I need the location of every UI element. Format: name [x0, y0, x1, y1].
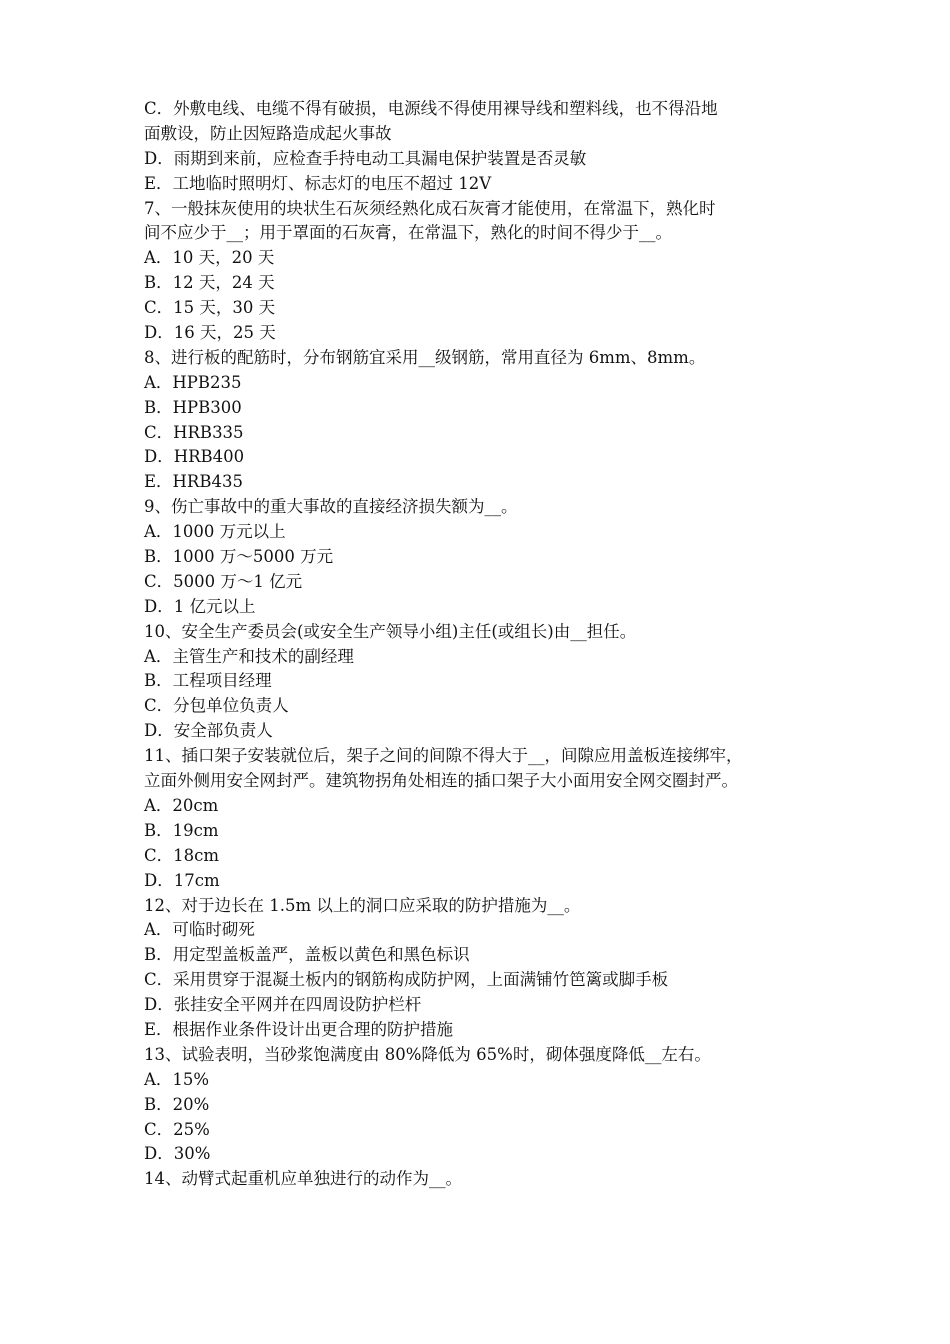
option-line: B．12 天，24 天: [144, 273, 275, 293]
option-line: A．10 天，20 天: [144, 248, 275, 268]
option-line: B．1000 万～5000 万元: [144, 547, 334, 567]
option-line: C．采用贯穿于混凝土板内的钢筋构成防护网，上面满铺竹笆篱或脚手板: [144, 970, 669, 990]
option-line: D．1 亿元以上: [144, 596, 256, 616]
option-line: B．用定型盖板盖严，盖板以黄色和黑色标识: [144, 945, 470, 965]
question-12-text: 12、对于边长在 1.5m 以上的洞口应采取的防护措施为__。: [144, 895, 581, 915]
text-line: E．工地临时照明灯、标志灯的电压不超过 12V: [144, 173, 492, 193]
option-line: D．30%: [144, 1144, 211, 1164]
option-line: D．安全部负责人: [144, 721, 273, 741]
option-line: B．19cm: [144, 820, 219, 840]
option-line: A．1000 万元以上: [144, 522, 286, 542]
option-line: A．主管生产和技术的副经理: [144, 646, 354, 666]
option-line: A．15%: [144, 1069, 210, 1089]
question-9-text: 9、伤亡事故中的重大事故的直接经济损失额为__。: [144, 497, 518, 517]
option-line: D．17cm: [144, 870, 220, 890]
option-line: B．20%: [144, 1094, 210, 1114]
option-line: C．15 天，30 天: [144, 298, 276, 318]
question-10-text: 10、安全生产委员会(或安全生产领导小组)主任(或组长)由__担任。: [144, 621, 637, 641]
question-7-text: 间不应少于__；用于罩面的石灰膏，在常温下，熟化的时间不得少于__。: [144, 223, 672, 243]
option-line: E．根据作业条件设计出更合理的防护措施: [144, 1019, 454, 1039]
question-8-text: 8、进行板的配筋时，分布钢筋宜采用__级钢筋，常用直径为 6mm、8mm。: [144, 347, 706, 367]
option-line: C．5000 万～1 亿元: [144, 571, 303, 591]
text-line: 面敷设，防止因短路造成起火事故: [144, 123, 392, 143]
option-line: D．16 天，25 天: [144, 323, 276, 343]
option-line: C．HRB335: [144, 422, 244, 442]
option-line: A．HPB235: [144, 372, 242, 392]
text-line: C．外敷电线、电缆不得有破损，电源线不得使用裸导线和塑料线，也不得沿地: [144, 99, 718, 118]
question-7-text: 7、一般抹灰使用的块状生石灰须经熟化成石灰膏才能使用，在常温下，熟化时: [144, 198, 716, 218]
option-line: C．18cm: [144, 845, 220, 865]
option-line: D．张挂安全平网并在四周设防护栏杆: [144, 995, 422, 1015]
question-11-text: 立面外侧用安全网封严。建筑物拐角处相连的插口架子大小面用安全网交圈封严。: [144, 771, 738, 791]
question-13-text: 13、试验表明，当砂浆饱满度由 80%降低为 65%时，砌体强度降低__左右。: [144, 1044, 711, 1064]
question-14-text: 14、动臂式起重机应单独进行的动作为__。: [144, 1169, 462, 1189]
option-line: B．工程项目经理: [144, 671, 272, 691]
option-line: C．分包单位负责人: [144, 696, 289, 716]
option-line: A．可临时砌死: [144, 920, 255, 940]
option-line: B．HPB300: [144, 397, 242, 417]
option-line: E．HRB435: [144, 472, 243, 492]
option-line: C．25%: [144, 1119, 210, 1139]
text-line: D．雨期到来前，应检查手持电动工具漏电保护装置是否灵敏: [144, 148, 587, 168]
option-line: A．20cm: [144, 795, 219, 815]
question-text-block: [144, 97, 834, 1192]
question-11-text: 11、插口架子安装就位后，架子之间的间隙不得大于__，间隙应用盖板连接绑牢，: [144, 746, 743, 766]
option-line: D．HRB400: [144, 447, 245, 467]
